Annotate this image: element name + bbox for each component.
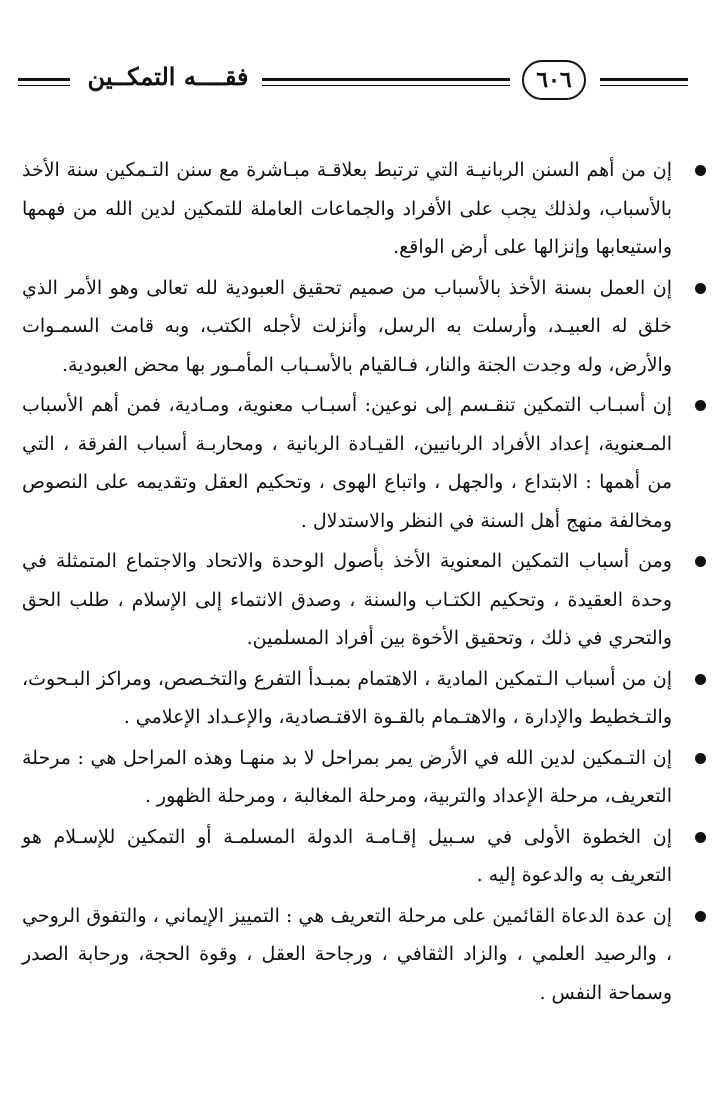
header-rule-right xyxy=(600,78,688,86)
bullet-item-4 xyxy=(22,542,706,658)
page-number: ٦٠٦ xyxy=(522,60,586,100)
bullet-item-1 xyxy=(22,151,706,267)
bullet-text: إن التـمكين لدين الله في الأرض يمر بمراحل لا بد منهـا وهذه المراحل هي : مرحلة التعريف، مرحلة الإعداد والتربية، ومرحلة المغالبة ، ومرحلة الظهور . xyxy=(22,746,672,807)
header-rule-middle xyxy=(262,78,510,86)
bullet-item-3 xyxy=(22,386,706,540)
bullet-text: إن عدة الدعاة القائمين على مرحلة التعريف هي : التمييز الإيماني ، والتفوق الروحي ، والرصيد العلمي ، والزاد الثقافي ، ورجاحة العقل ، وقوة الحجة، ورحابة الصدر وسماحة النفس . xyxy=(22,904,672,1004)
running-title: فقــــه التمكــين xyxy=(87,62,249,91)
bullet-item-7 xyxy=(22,818,706,895)
bullet-icon xyxy=(695,911,706,922)
bullet-icon xyxy=(695,556,706,567)
bullet-text: إن من أسباب الـتمكين المادية ، الاهتمام بمبـدأ التفرع والتخـصص، ومراكز البـحوث، والتـخطيط والإدارة ، والاهتـمام بالقـوة الاقتـصادية، والإعـداد الإعلامي . xyxy=(22,667,672,728)
bullet-icon xyxy=(695,674,706,685)
bullet-text: إن العمل بسنة الأخذ بالأسباب من صميم تحقيق العبودية لله تعالى وهو الأمر الذي خلق له العبيـد، وأرسلت به الرسل، وأنزلت لأجله الكتب، وبه قامت السمـوات والأرض، وله وجدت الجنة والنار، فـالقيام بالأسـباب المأمـور بها محض العبودية. xyxy=(22,276,672,376)
bullet-icon xyxy=(695,400,706,411)
bullet-text: ومن أسباب التمكين المعنوية الأخذ بأصول الوحدة والاتحاد والاجتماع المتمثلة في وحدة العقيدة ، وتحكيم الكتـاب والسنة ، وصدق الانتماء إلى الإسلام ، طلب الحق والتحري في ذلك ، وتحقيق الأخوة بين أفراد المسلمين. xyxy=(22,550,672,649)
header-rule-left xyxy=(18,78,70,86)
bullet-icon xyxy=(695,165,706,176)
bullet-text: إن من أهم السنن الربانيـة التي ترتبط بعلاقـة مبـاشرة مع سنن التـمكين سنة الأخذ بالأسباب، ولذلك يجب على الأفراد والجماعات العاملة للتمكين لدين الله من فهمها واستيعابها وإنزالها على أرض الواقع. xyxy=(22,159,672,258)
bullet-icon xyxy=(695,753,706,764)
bullet-item-8 xyxy=(22,897,706,1013)
bullet-item-2 xyxy=(22,269,706,385)
bullet-text: إن أسبـاب التمكين تنقـسم إلى نوعين: أسبـاب معنوية، ومـادية، فمن أهم الأسباب المـعنوية، إعداد الأفراد الربانيين، القيـادة الربانية ، ومحاربـة أسباب الفرقة ، التي من أهمها : الابتداع ، والجهل ، واتباع الهوى ، وتحكيم العقل وتقديمه على النصوص ومخالفة منهج أهل السنة في النظر والاستدلال . xyxy=(22,394,672,532)
bullet-icon xyxy=(695,283,706,294)
bullet-item-6 xyxy=(22,739,706,816)
bullet-item-5 xyxy=(22,660,706,737)
bullet-icon xyxy=(695,832,706,843)
page-header xyxy=(0,52,713,108)
bullet-text: إن الخطوة الأولى في سـبيل إقـامـة الدولة المسلمـة أو التمكين للإسـلام هو التعريف به والدعوة إليه . xyxy=(22,825,672,886)
bullet-list xyxy=(22,132,672,1012)
